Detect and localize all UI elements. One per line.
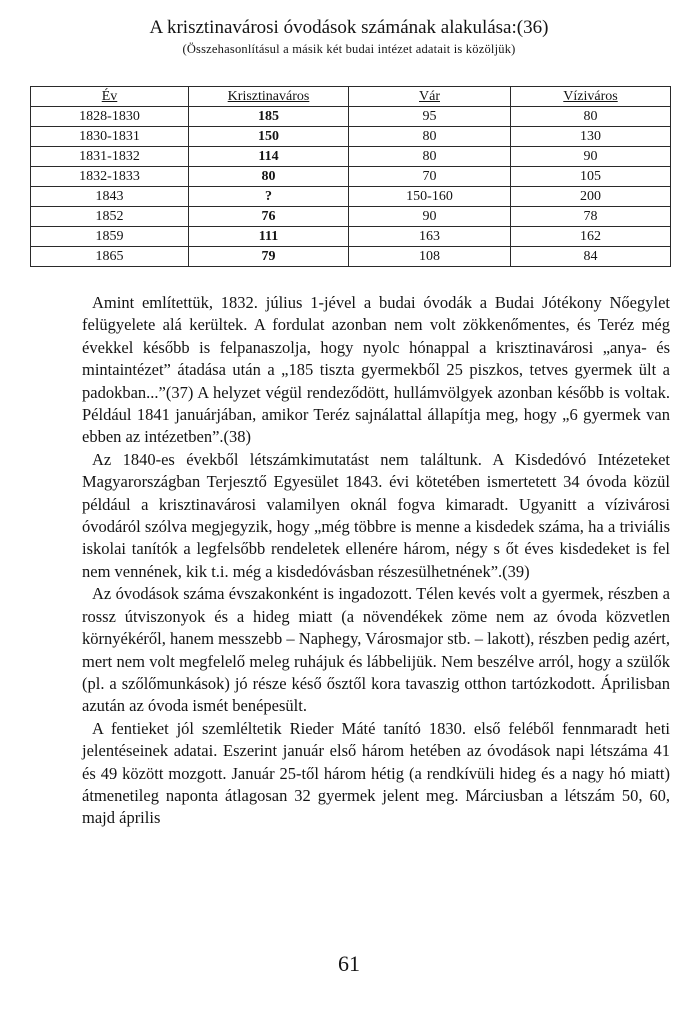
vizivaros-cell: 162 (511, 227, 671, 247)
table-row (31, 247, 671, 267)
page-title: A krisztinavárosi óvodások számának alakulása:(36) (149, 17, 549, 38)
table-row (31, 187, 671, 207)
vizivaros-cell: 130 (511, 127, 671, 147)
krisztinavaros-cell: 80 (189, 167, 349, 187)
var-cell: 95 (349, 107, 511, 127)
vizivaros-cell: 200 (511, 187, 671, 207)
page-subtitle: (Összehasonlításul a másik két budai intézet adatait is közöljük) (182, 42, 516, 56)
table-row (31, 127, 671, 147)
krisztinavaros-cell: 76 (189, 207, 349, 227)
table-header-row (31, 87, 671, 107)
var-cell: 80 (349, 127, 511, 147)
vizivaros-cell: 80 (511, 107, 671, 127)
krisztinavaros-cell: 79 (189, 247, 349, 267)
var-cell: 70 (349, 167, 511, 187)
column-header-year: Év (31, 87, 189, 107)
year-cell: 1843 (31, 187, 189, 207)
table-row (31, 147, 671, 167)
column-header-krisztinavaros: Krisztinaváros (189, 87, 349, 107)
paragraph: Az 1840-es évekből létszámkimutatást nem találtunk. A Kisdedóvó Intézeteket Magyarországban Terjesztő Egyesület 1843. évi kötetében ismertetett 34 óvoda közül például a krisztinavárosi valamilyen oknál fogva kimaradt. Ugyanitt a vízivárosi óvodáról szólva megjegyzik, hogy „még többre is menne a kisdedek száma, ha a triviális iskolai tanítók a legfelsőbb rendeletek ellenére három, négy s őt éves kisdedeket is fel nem vennének, kik t.i. még a kisdedóvásban részesülhetnének”.(39) (82, 449, 670, 581)
var-cell: 90 (349, 207, 511, 227)
year-cell: 1831-1832 (31, 147, 189, 167)
var-cell: 80 (349, 147, 511, 167)
body-text (82, 292, 670, 830)
table-row (31, 227, 671, 247)
krisztinavaros-cell: 185 (189, 107, 349, 127)
vizivaros-cell: 84 (511, 247, 671, 267)
paragraph: Amint említettük, 1832. július 1-jével a budai óvodák a Budai Jótékony Nőegylet felügyelete alá kerültek. A fordulat azonban nem volt zökkenőmentes, és Teréz még évekkel később is felpanaszolja, hogy nyolc hónappal a krisztinavárosi „anya- és mintaintézet” átadása után a „185 tiszta gyermekből 25 piszkos, tetves gyermek ült a padokban...”(37) A helyzet végül rendeződött, hullámvölgyek azonban később is voltak. Például 1841 januárjában, amikor Teréz sajnálattal állapítja meg, hogy „6 gyermek van ebben az intézetben”.(38) (82, 293, 670, 447)
var-cell: 163 (349, 227, 511, 247)
vizivaros-cell: 78 (511, 207, 671, 227)
var-cell: 108 (349, 247, 511, 267)
vizivaros-cell: 105 (511, 167, 671, 187)
krisztinavaros-cell: 150 (189, 127, 349, 147)
table-row (31, 167, 671, 187)
column-header-var: Vár (349, 87, 511, 107)
var-cell: 150-160 (349, 187, 511, 207)
year-cell: 1828-1830 (31, 107, 189, 127)
paragraph: A fentieket jól szemléltetik Rieder Máté tanító 1830. első feléből fennmaradt heti jelentéseinek adatai. Eszerint január első három hetében az óvodások napi létszáma 41 és 49 között mozgott. Január 25-től három hétig (a rendkívüli hideg és a nagy hó miatt) átmenetileg naponta átlagosan 32 gyermek jelent meg. Márciusban a létszám 50, 60, majd április (82, 718, 670, 828)
table-row (31, 207, 671, 227)
year-cell: 1852 (31, 207, 189, 227)
page-number: 61 (338, 951, 360, 976)
krisztinavaros-cell: 111 (189, 227, 349, 247)
year-cell: 1859 (31, 227, 189, 247)
year-cell: 1865 (31, 247, 189, 267)
paragraph: Az óvodások száma évszakonként is ingadozott. Télen kevés volt a gyermek, részben a rossz útviszonyok és a hideg miatt (a növendékek zöme nem az óvoda közvetlen környékéről, hanem messzebb – Naphegy, Városmajor stb. – lakott), részben pedig azért, mert nem volt megfelelő meleg ruhájuk és lábbelijük. Nem beszélve arról, hogy a szülők (pl. a szőlőmunkások) jó része késő ősztől kora tavaszig otthon tartózkodott. Áprilisban azután az óvoda ismét benépesült. (82, 584, 670, 716)
table-row (31, 107, 671, 127)
krisztinavaros-cell: 114 (189, 147, 349, 167)
vizivaros-cell: 90 (511, 147, 671, 167)
year-cell: 1830-1831 (31, 127, 189, 147)
enrollment-table (30, 86, 671, 267)
column-header-vizivaros: Víziváros (511, 87, 671, 107)
krisztinavaros-cell: ? (189, 187, 349, 207)
year-cell: 1832-1833 (31, 167, 189, 187)
